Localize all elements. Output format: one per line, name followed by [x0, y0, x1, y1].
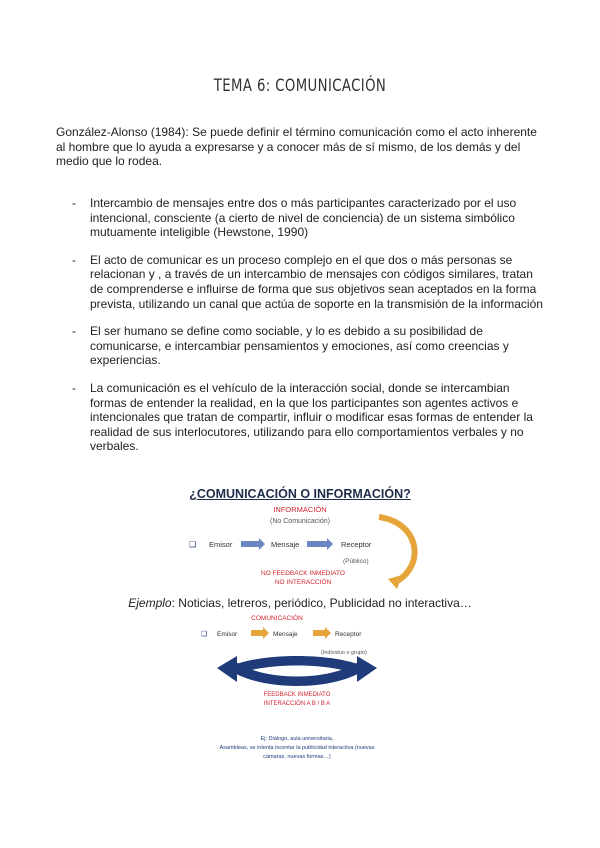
individuo-label: (Individuo o grupo) [321, 650, 367, 656]
checkbox-icon: ❑ [189, 540, 197, 549]
feedback-label: FEEDBACK INMEDIATO [263, 692, 331, 698]
arrowhead-right-icon [357, 656, 377, 682]
emisor-label: Emisor [217, 631, 238, 638]
no-feedback-label: NO FEEDBACK INMEDIATO [261, 570, 345, 577]
bullet-dash: - [72, 196, 76, 210]
checkbox-icon: ❑ [201, 631, 208, 638]
bullet-dash: - [72, 380, 76, 395]
receptor-label: Receptor [341, 540, 372, 549]
example-text: : Noticias, letreros, periódico, Publicidad no interactiva… [171, 596, 472, 610]
list-item-text: Intercambio de mensajes entre dos o más participantes caracterizado por el uso intencional, consciente (a cierto de nivel de conciencia) de un sistema simbólico mutuamente inteligible (Hewstone, 1990) [90, 196, 517, 240]
mensaje-label: Mensaje [273, 631, 298, 638]
page-title: TEMA 6: COMUNICACIÓN [213, 76, 387, 96]
list-item [56, 196, 546, 240]
figure-heading: ¿COMUNICACIÓN O INFORMACIÓN? [189, 487, 411, 501]
list-item [56, 381, 546, 454]
arrow-right-icon [251, 627, 269, 639]
list-item-text: El ser humano se define como sociable, y lo es debido a su posibilidad de comunicarse, e intercambiar pensamientos y emociones, así como creencias y experiencias. [90, 324, 509, 368]
emisor-label: Emisor [209, 540, 233, 549]
arrow-right-icon [313, 627, 331, 639]
curved-arrow-icon [379, 517, 415, 581]
list-item-text: La comunicación es el vehículo de la interacción social, donde se intercambian formas de entender la realidad, en la que los participantes son agentes activos e intencionales que tratan de compartir, influir o modificar esas formas de entender la realidad de sus interlocutores, utilizando para ello comportamientos verbales y no verbales. [90, 380, 533, 454]
no-communication-label: (No Comunicación) [270, 518, 330, 525]
publico-label: (Público) [343, 558, 369, 565]
mensaje-label: Mensaje [271, 540, 300, 549]
arrow-right-icon [307, 538, 333, 550]
interaction-label: INTERACCIÓN A B / B A [263, 701, 331, 707]
example-note-2: Asambleas, se intenta incentar la publicidad interactiva (nuevas [219, 745, 375, 751]
intro-paragraph: González-Alonso (1984): Se puede definir el término comunicación como el acto inherente al hombre que lo ayuda a expresarse y a conocer más de sí mismo, de los demás y del medio que lo rodea. [56, 125, 537, 168]
example-note-3: cámaras, nuevas formas…) [263, 754, 331, 760]
receptor-label: Receptor [335, 631, 362, 638]
bullet-dash: - [72, 324, 76, 339]
list-item [56, 253, 546, 311]
example-line [0, 596, 600, 610]
communication-label: COMUNICACIÓN [251, 615, 303, 622]
bullet-dash: - [72, 252, 76, 267]
information-diagram [185, 503, 445, 595]
information-label: INFORMACIÓN [273, 505, 327, 514]
no-interaction-label: NO INTERACCIÓN [274, 579, 332, 586]
arrowhead-left-icon [217, 656, 237, 682]
example-note-1: Ej: Diálogo, aula universitaria, [260, 736, 334, 742]
arrow-right-icon [241, 538, 265, 550]
communication-diagram [197, 610, 407, 770]
list-item [56, 324, 546, 368]
definition-list [56, 196, 546, 467]
example-label: Ejemplo [128, 596, 172, 610]
list-item-text: El acto de comunicar es un proceso complejo en el que dos o más personas se relacionan y , a través de un intercambio de mensajes con códigos similares, tratan de comprenderse e influirse de forma que sus objetivos sean aceptados en la forma prevista, utilizando un canal que actúa de soporte en la transmisión de la información [90, 252, 543, 311]
